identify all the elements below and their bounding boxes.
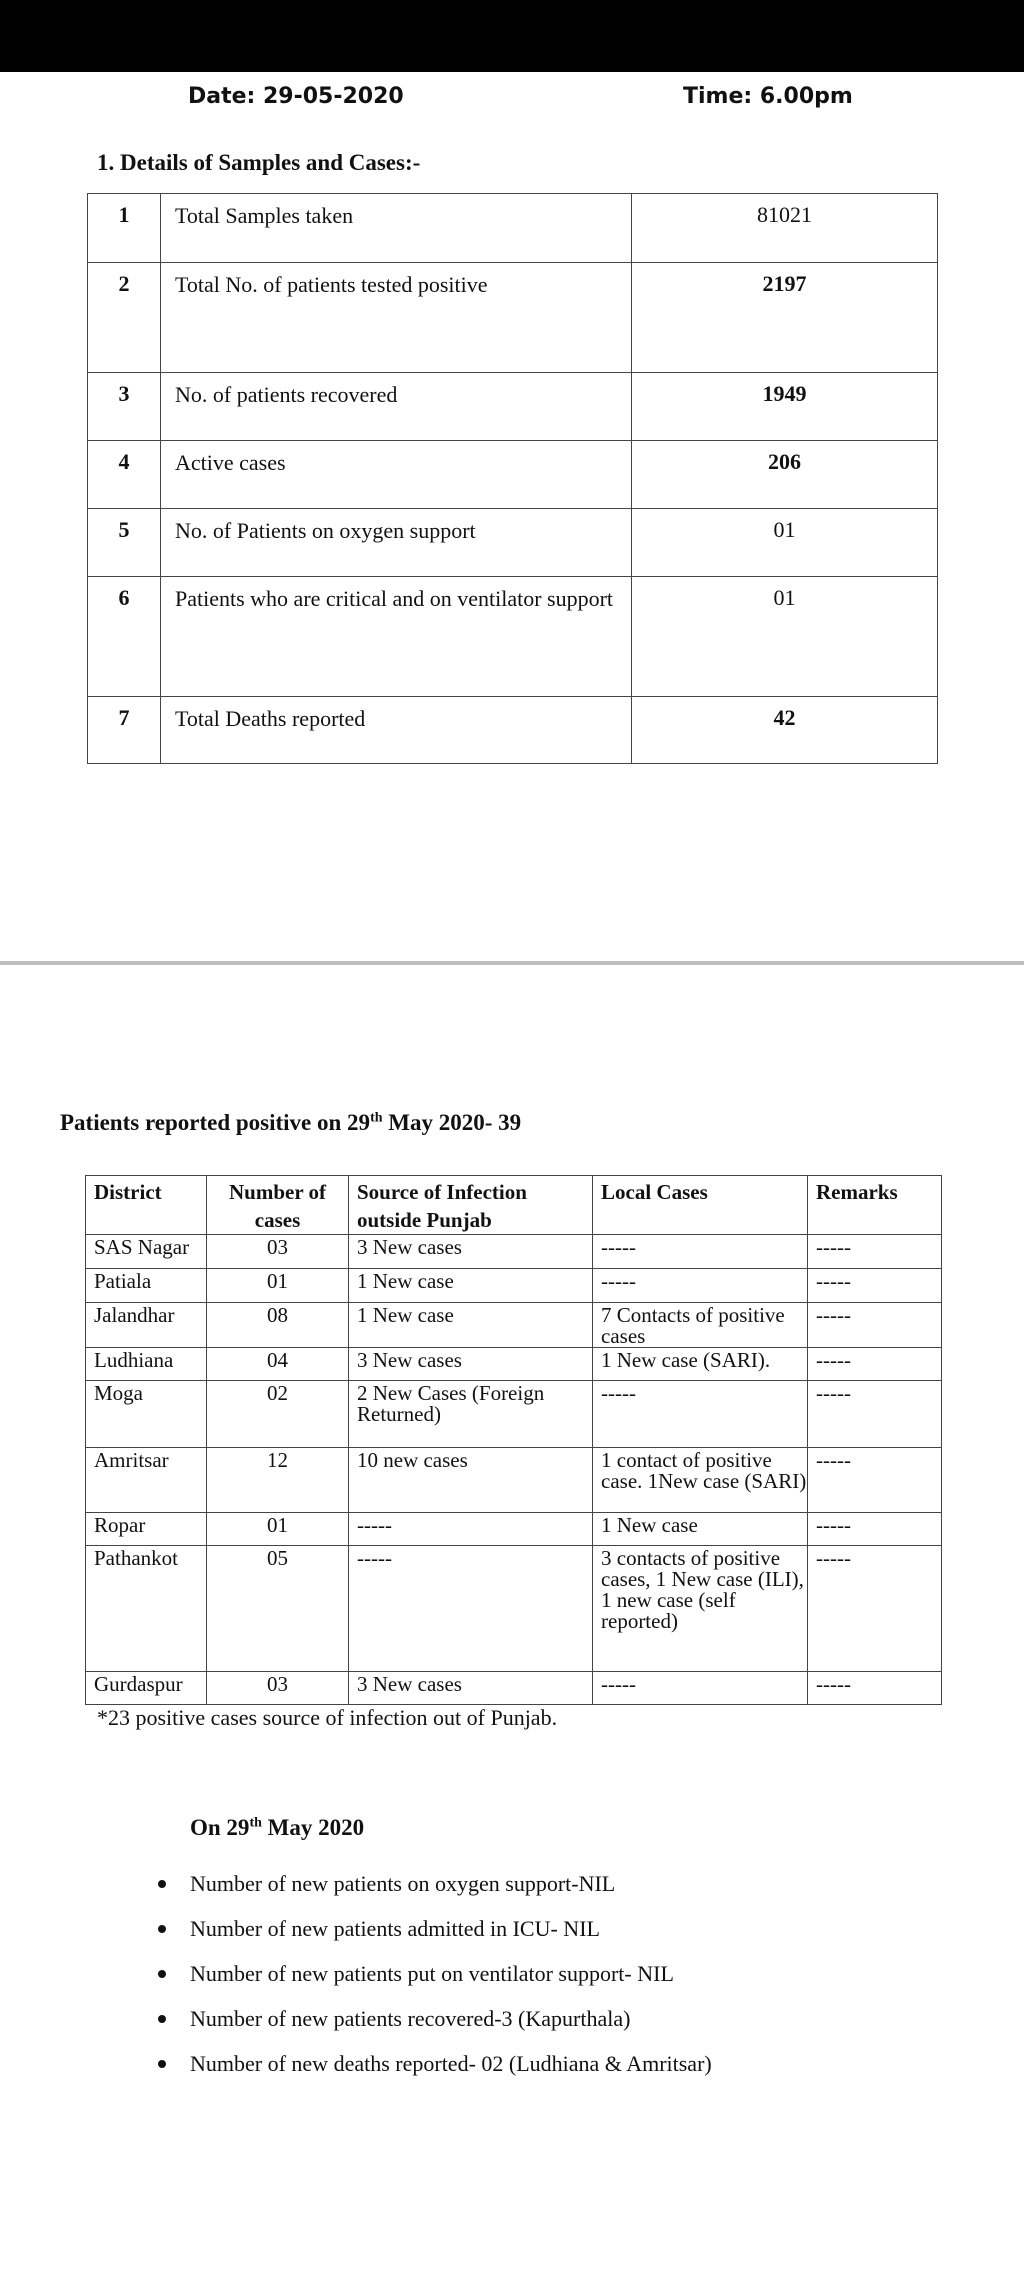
local-cell: 1 New case (SARI). (593, 1348, 808, 1381)
remarks-cell: ----- (808, 1235, 942, 1269)
col-header-district: District (86, 1176, 207, 1235)
table-row (88, 373, 938, 441)
row-value: 42 (632, 697, 938, 764)
col-header-source: Source of Infection outside Punjab (349, 1176, 593, 1235)
district-cell: Jalandhar (86, 1303, 207, 1348)
remarks-cell: ----- (808, 1348, 942, 1381)
local-cell: 1 New case (593, 1513, 808, 1546)
heading-superscript: th (249, 1815, 262, 1831)
heading-text: Patients reported positive on 29 (60, 1110, 371, 1135)
daily-summary-list (150, 1870, 712, 2095)
row-label: No. of patients recovered (161, 373, 632, 441)
table-row (86, 1303, 942, 1348)
top-black-bar (0, 0, 1024, 72)
cases-cell: 03 (207, 1672, 349, 1705)
local-cell: ----- (593, 1269, 808, 1303)
remarks-cell: ----- (808, 1303, 942, 1348)
source-cell: ----- (349, 1513, 593, 1546)
table-row (88, 509, 938, 577)
district-cell: Gurdaspur (86, 1672, 207, 1705)
row-number: 5 (88, 509, 161, 577)
list-item (150, 2050, 712, 2095)
source-cell: 1 New case (349, 1269, 593, 1303)
row-label: Total Samples taken (161, 194, 632, 263)
district-cell: Ludhiana (86, 1348, 207, 1381)
source-cell: ----- (349, 1546, 593, 1672)
table-row (88, 441, 938, 509)
list-item (150, 1960, 712, 2005)
remarks-cell: ----- (808, 1381, 942, 1448)
source-cell: 3 New cases (349, 1235, 593, 1269)
table-row (86, 1381, 942, 1448)
remarks-cell: ----- (808, 1513, 942, 1546)
positive-cases-heading (60, 1110, 521, 1136)
row-value: 2197 (632, 263, 938, 373)
remarks-cell: ----- (808, 1448, 942, 1513)
table-row (86, 1448, 942, 1513)
table-row (86, 1672, 942, 1705)
source-cell: 2 New Cases (Foreign Returned) (349, 1381, 593, 1448)
local-cell: 3 contacts of positive cases, 1 New case (ILI), 1 new case (self reported) (593, 1546, 808, 1672)
row-value: 206 (632, 441, 938, 509)
section1-title: 1. Details of Samples and Cases:- (97, 150, 421, 175)
district-cell: Pathankot (86, 1546, 207, 1672)
local-cell: 1 contact of positive case. 1New case (SARI) (593, 1448, 808, 1513)
table-row (86, 1269, 942, 1303)
remarks-cell: ----- (808, 1672, 942, 1705)
source-cell: 3 New cases (349, 1672, 593, 1705)
list-item-text: Number of new patients admitted in ICU- NIL (190, 1916, 600, 1941)
local-cell: 7 Contacts of positive cases (593, 1303, 808, 1348)
local-cell: ----- (593, 1235, 808, 1269)
row-value: 01 (632, 577, 938, 697)
row-number: 6 (88, 577, 161, 697)
daily-summary-heading (190, 1815, 364, 1841)
row-label: Total No. of patients tested positive (161, 263, 632, 373)
list-item (150, 2005, 712, 2050)
row-number: 4 (88, 441, 161, 509)
heading-text: On 29 (190, 1815, 250, 1840)
bullet-icon (158, 1970, 166, 1978)
row-number: 1 (88, 194, 161, 263)
page-divider (0, 961, 1024, 965)
district-cases-table (85, 1175, 942, 1705)
row-number: 7 (88, 697, 161, 764)
table-header-row (86, 1176, 942, 1235)
list-item (150, 1870, 712, 1915)
row-number: 3 (88, 373, 161, 441)
table-row (88, 697, 938, 764)
source-cell: 10 new cases (349, 1448, 593, 1513)
list-item-text: Number of new patients put on ventilator support- NIL (190, 1961, 674, 1986)
cases-cell: 04 (207, 1348, 349, 1381)
row-value: 81021 (632, 194, 938, 263)
report-time: Time: 6.00pm (683, 84, 853, 109)
district-cell: Moga (86, 1381, 207, 1448)
row-value: 01 (632, 509, 938, 577)
cases-cell: 01 (207, 1513, 349, 1546)
source-cell: 1 New case (349, 1303, 593, 1348)
row-label: Active cases (161, 441, 632, 509)
row-label: No. of Patients on oxygen support (161, 509, 632, 577)
heading-text-end: May 2020- 39 (382, 1110, 522, 1135)
table-row (86, 1513, 942, 1546)
local-cell: ----- (593, 1381, 808, 1448)
samples-cases-table (87, 193, 938, 764)
table-row (88, 194, 938, 263)
list-item (150, 1915, 712, 1960)
col-header-remarks: Remarks (808, 1176, 942, 1235)
cases-cell: 02 (207, 1381, 349, 1448)
source-cell: 3 New cases (349, 1348, 593, 1381)
table-row (86, 1235, 942, 1269)
list-item-text: Number of new deaths reported- 02 (Ludhiana & Amritsar) (190, 2051, 712, 2076)
table-row (88, 577, 938, 697)
remarks-cell: ----- (808, 1269, 942, 1303)
heading-superscript: th (370, 1110, 383, 1126)
table-row (86, 1348, 942, 1381)
remarks-cell: ----- (808, 1546, 942, 1672)
cases-cell: 03 (207, 1235, 349, 1269)
local-cell: ----- (593, 1672, 808, 1705)
district-cell: Ropar (86, 1513, 207, 1546)
row-label: Patients who are critical and on ventilator support (161, 577, 632, 697)
district-cell: Amritsar (86, 1448, 207, 1513)
bullet-icon (158, 2060, 166, 2068)
cases-cell: 12 (207, 1448, 349, 1513)
bullet-icon (158, 1880, 166, 1888)
col-header-local: Local Cases (593, 1176, 808, 1235)
cases-cell: 08 (207, 1303, 349, 1348)
list-item-text: Number of new patients on oxygen support-NIL (190, 1871, 616, 1896)
footnote: *23 positive cases source of infection out of Punjab. (97, 1705, 558, 1730)
row-value: 1949 (632, 373, 938, 441)
col-header-cases: Number of cases (207, 1176, 349, 1235)
bullet-icon (158, 1925, 166, 1933)
row-label: Total Deaths reported (161, 697, 632, 764)
district-cell: Patiala (86, 1269, 207, 1303)
report-date: Date: 29-05-2020 (188, 84, 404, 109)
heading-text-end: May 2020 (261, 1815, 365, 1840)
table-row (88, 263, 938, 373)
district-cell: SAS Nagar (86, 1235, 207, 1269)
bullet-icon (158, 2015, 166, 2023)
row-number: 2 (88, 263, 161, 373)
list-item-text: Number of new patients recovered-3 (Kapurthala) (190, 2006, 631, 2031)
cases-cell: 05 (207, 1546, 349, 1672)
cases-cell: 01 (207, 1269, 349, 1303)
table-row (86, 1546, 942, 1672)
